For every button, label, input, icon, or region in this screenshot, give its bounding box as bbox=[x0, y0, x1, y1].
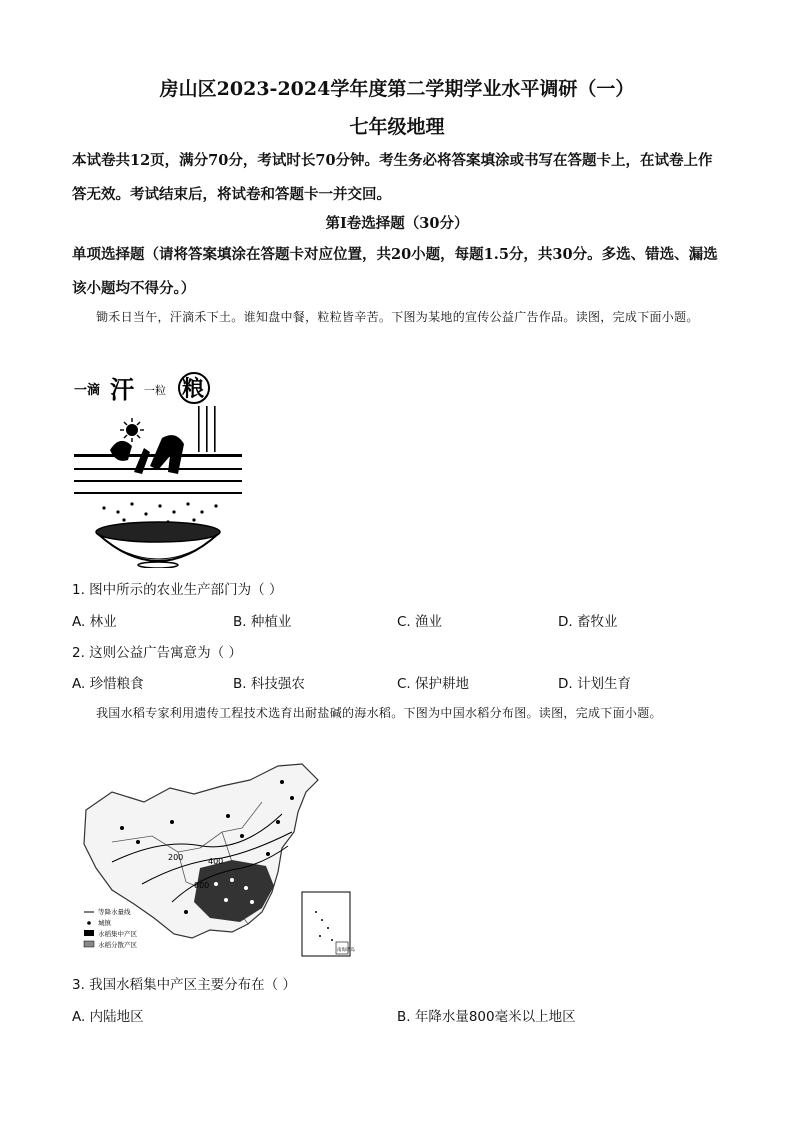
reading-passage-2: 我国水稻专家利用遗传工程技术选育出耐盐碱的海水稻。下图为中国水稻分布图。读图，完成下面小题。 bbox=[96, 706, 662, 720]
poster-text-left: 一滴 bbox=[74, 383, 101, 398]
rice-bowl-icon bbox=[96, 522, 220, 568]
rice-drops bbox=[102, 502, 217, 523]
south-china-sea-inset bbox=[302, 892, 355, 956]
isoline-label-200: 200 bbox=[168, 853, 184, 862]
inset-label: 南海诸岛 bbox=[337, 948, 355, 953]
q2-option-d[interactable]: D. 计划生育 bbox=[558, 676, 631, 692]
q1-option-d[interactable]: D. 畜牧业 bbox=[558, 614, 618, 630]
question-3-stem: 3. 我国水稻集中产区主要分布在（ ） bbox=[72, 977, 296, 993]
question-1-stem: 1. 图中所示的农业生产部门为（ ） bbox=[72, 582, 283, 598]
poster-text-sweat: 汗 bbox=[110, 375, 134, 404]
legend-isoline: 等降水量线 bbox=[98, 908, 131, 916]
poster-text-mid: 一粒 bbox=[144, 384, 166, 397]
q1-option-c[interactable]: C. 渔业 bbox=[397, 614, 443, 630]
legend-city: 城镇 bbox=[98, 919, 111, 927]
isoline-label-800: 800 bbox=[194, 881, 210, 890]
reading-passage-1: 锄禾日当午，汗滴禾下土。谁知盘中餐，粒粒皆辛苦。下图为某地的宣传公益广告作品。读图，完成下面小题。 bbox=[96, 310, 699, 324]
q2-option-b[interactable]: B. 科技强农 bbox=[233, 676, 305, 692]
legend-rice-concentrated: 水稻集中产区 bbox=[98, 930, 137, 938]
section-title: 第Ⅰ卷选择题（30分） bbox=[325, 215, 469, 232]
poster-text-grain: 粮 bbox=[182, 376, 205, 402]
sun-icon bbox=[120, 418, 144, 442]
q1-option-b[interactable]: B. 种植业 bbox=[233, 614, 292, 630]
q1-option-a[interactable]: A. 林业 bbox=[72, 614, 117, 630]
question-2-stem: 2. 这则公益广告寓意为（ ） bbox=[72, 645, 242, 661]
q3-option-b[interactable]: B. 年降水量800毫米以上地区 bbox=[397, 1009, 576, 1025]
exam-title: 房山区2023-2024学年度第二学期学业水平调研（一） bbox=[159, 78, 635, 100]
q3-option-a[interactable]: A. 内陆地区 bbox=[72, 1009, 144, 1025]
isoline-label-400: 400 bbox=[208, 857, 224, 866]
legend-rice-scattered: 水稻分散产区 bbox=[98, 941, 137, 949]
exam-intro: 本试卷共12页，满分70分，考试时长70分钟。考生务必将答案填涂或书写在答题卡上，在试卷上作答无效。考试结束后，将试卷和答题卡一并交回。 bbox=[72, 152, 713, 203]
china-rice-map bbox=[82, 762, 372, 968]
instructions: 单项选择题（请将答案填涂在答题卡对应位置，共20小题，每题1.5分，共30分。多选、错选、漏选该小题均不得分。） bbox=[72, 246, 718, 297]
map-legend bbox=[84, 907, 138, 949]
q2-option-c[interactable]: C. 保护耕地 bbox=[397, 676, 470, 692]
q2-option-a[interactable]: A. 珍惜粮食 bbox=[72, 676, 144, 692]
exam-subtitle: 七年级地理 bbox=[349, 116, 445, 138]
poster-illustration bbox=[74, 372, 254, 568]
